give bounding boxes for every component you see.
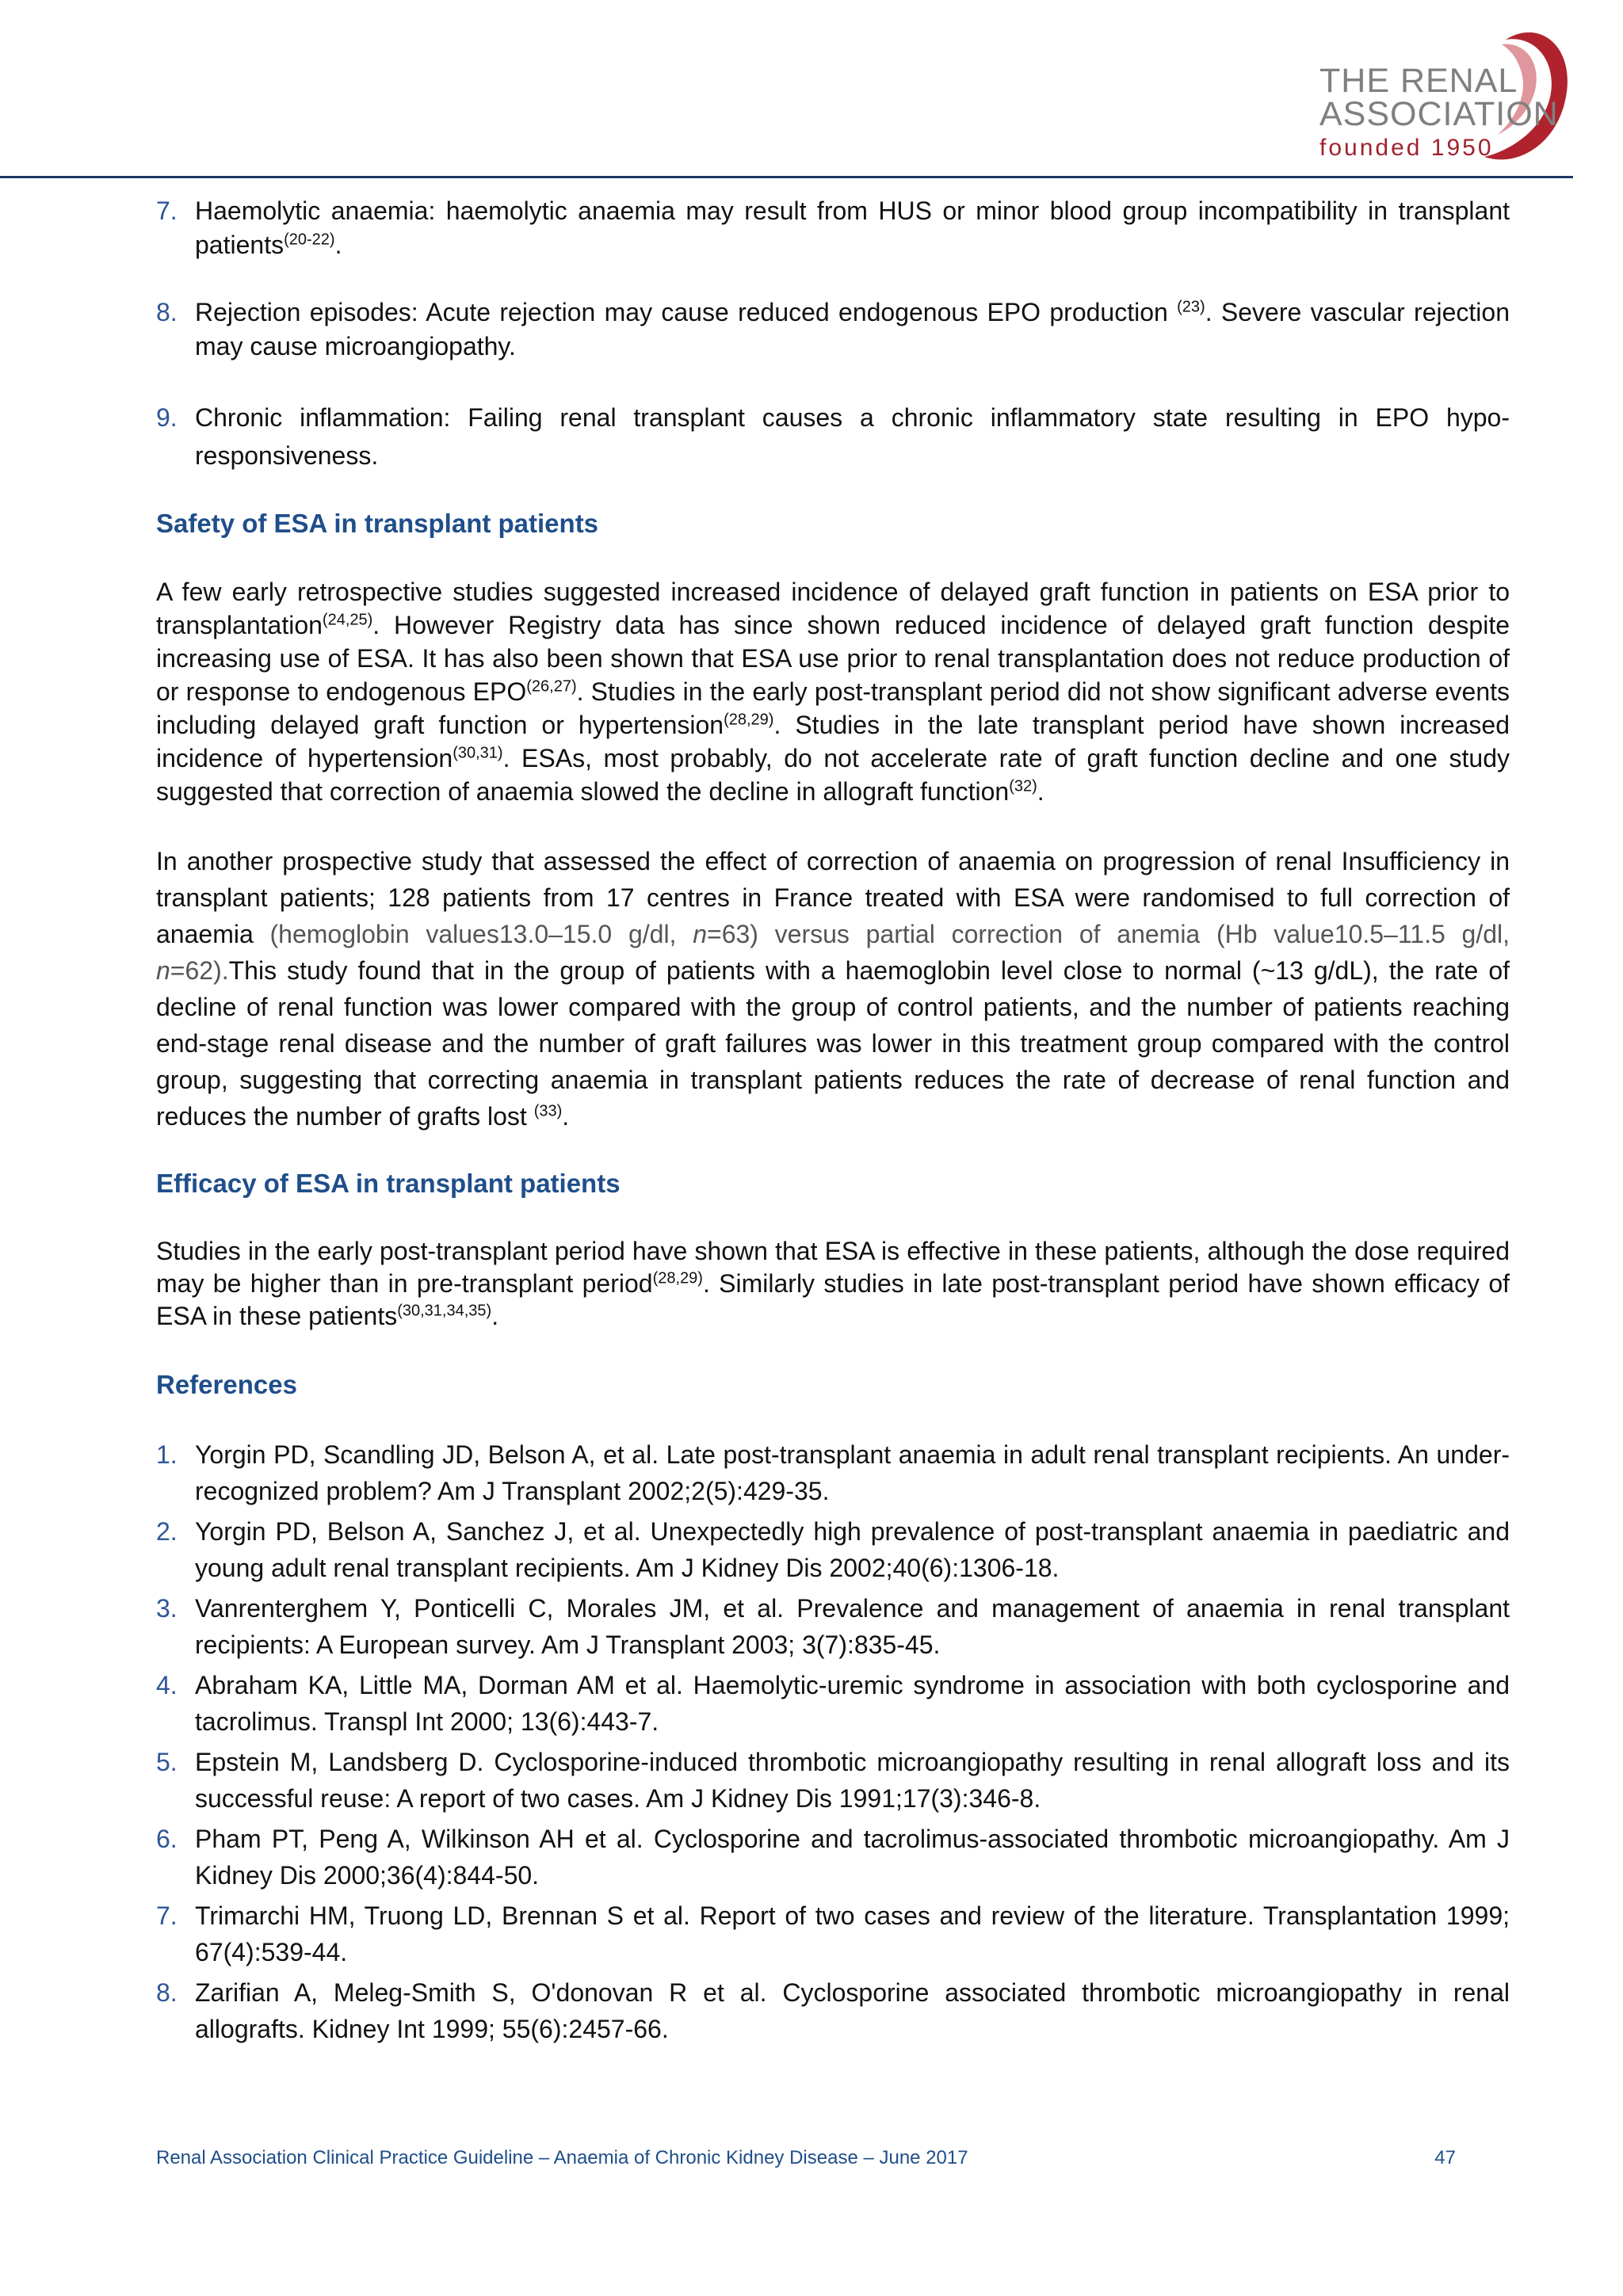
reference-text: Abraham KA, Little MA, Dorman AM et al. Haemolytic-uremic syndrome in association with both cyclosporine and tacrolimus. Transpl Int 2000; 13(6):443-7. bbox=[195, 1671, 1510, 1736]
text: . bbox=[491, 1302, 499, 1330]
renal-association-logo bbox=[1304, 17, 1577, 176]
logo-text-line1: THE RENAL bbox=[1319, 62, 1518, 100]
text: . bbox=[562, 1102, 570, 1131]
list-item bbox=[156, 194, 1510, 262]
reference-number: 1. bbox=[156, 1440, 178, 1469]
reference-number: 5. bbox=[156, 1748, 178, 1776]
list-number: 8. bbox=[156, 298, 178, 326]
header-divider bbox=[0, 176, 1573, 178]
text: . Studies in the early post-transplant period did not show significant adverse events including delayed graft function or hypertension bbox=[156, 677, 1510, 739]
safety-paragraph-2 bbox=[156, 843, 1510, 1135]
page-content bbox=[156, 194, 1510, 2051]
text: =63) versus partial correction of anemia (Hb value10.5–11.5 g/dl, bbox=[707, 920, 1510, 948]
text: (hemoglobin values13.0–15.0 g/dl, bbox=[269, 920, 693, 948]
section-heading-efficacy: Efficacy of ESA in transplant patients bbox=[156, 1169, 621, 1198]
text: A few early retrospective studies suggested increased incidence of delayed graft function in patients on ESA prior to transplantation bbox=[156, 578, 1510, 639]
text: In another prospective study that assessed the effect of correction of anaemia on progression of renal Insufficiency in transplant patients; 128 patients from 17 centres in France treated with ESA were randomised to full correction of anaemia bbox=[156, 847, 1510, 948]
reference-item bbox=[156, 1590, 1510, 1663]
section-heading-safety: Safety of ESA in transplant patients bbox=[156, 509, 599, 538]
reference-item bbox=[156, 1744, 1510, 1817]
list-item-text-after: . Severe vascular rejection may cause microangiopathy. bbox=[195, 298, 1510, 360]
list-item-text: Haemolytic anaemia: haemolytic anaemia may result from HUS or minor blood group incompatibility in transplant patients bbox=[195, 196, 1510, 259]
text: . Studies in the late transplant period have shown increased incidence of hypertension bbox=[156, 711, 1510, 772]
reference-text: Yorgin PD, Scandling JD, Belson A, et al. Late post-transplant anaemia in adult renal transplant recipients. An under-recognized problem? Am J Transplant 2002;2(5):429-35. bbox=[195, 1440, 1510, 1505]
reference-number: 6. bbox=[156, 1825, 178, 1853]
text: . bbox=[1037, 777, 1044, 806]
reference-item bbox=[156, 1821, 1510, 1894]
citation: (23) bbox=[1177, 298, 1205, 316]
section-heading-references: References bbox=[156, 1370, 297, 1399]
text: Studies in the early post-transplant period have shown that ESA is effective in these patients, although the dose required may be higher than in pre-transplant period bbox=[156, 1237, 1510, 1298]
reference-text: Vanrenterghem Y, Ponticelli C, Morales JM, et al. Prevalence and management of anaemia in renal transplant recipients: A European survey. Am J Transplant 2003; 3(7):835-45. bbox=[195, 1594, 1510, 1659]
reference-number: 8. bbox=[156, 1978, 178, 2007]
citation: (26,27) bbox=[526, 677, 577, 696]
list-number: 7. bbox=[156, 196, 178, 225]
logo-text-line2: ASSOCIATION bbox=[1319, 95, 1559, 133]
citation: (30,31) bbox=[453, 744, 503, 762]
reference-text: Pham PT, Peng A, Wilkinson AH et al. Cyclosporine and tacrolimus-associated thrombotic microangiopathy. Am J Kidney Dis 2000;36(4):844-50. bbox=[195, 1825, 1510, 1890]
causes-list bbox=[156, 194, 1510, 475]
reference-number: 3. bbox=[156, 1594, 178, 1623]
citation: (20-22) bbox=[284, 231, 335, 249]
list-item-text-after: . bbox=[334, 231, 342, 259]
text: n bbox=[156, 956, 170, 985]
reference-item bbox=[156, 1513, 1510, 1586]
list-item bbox=[156, 399, 1510, 475]
references-list bbox=[156, 1436, 1510, 2047]
citation: (28,29) bbox=[724, 711, 774, 729]
text: This study found that in the group of patients with a haemoglobin level close to normal (~13 g/dL), the rate of decline of renal function was lower compared with the group of control patients, and the number of patients reaching end-stage renal disease and the number of graft failures was lower in this treatment group compared with the control group, suggesting that correcting anaemia in transplant patients reduces the rate of decrease of renal function and reduces the number of grafts lost bbox=[156, 956, 1510, 1131]
reference-text: Epstein M, Landsberg D. Cyclosporine-induced thrombotic microangiopathy resulting in renal allograft loss and its successful reuse: A report of two cases. Am J Kidney Dis 1991;17(3):346-8. bbox=[195, 1748, 1510, 1813]
reference-item bbox=[156, 1436, 1510, 1509]
text: n bbox=[693, 920, 707, 948]
reference-item bbox=[156, 1667, 1510, 1740]
citation: (30,31,34,35) bbox=[397, 1302, 492, 1320]
reference-number: 4. bbox=[156, 1671, 178, 1699]
reference-number: 2. bbox=[156, 1517, 178, 1546]
safety-paragraph-1 bbox=[156, 575, 1510, 808]
list-item bbox=[156, 296, 1510, 364]
list-number: 9. bbox=[156, 403, 178, 432]
text: . However Registry data has since shown reduced incidence of delayed graft function despite increasing use of ESA. It has also been shown that ESA use prior to renal transplantation does not reduce production of or response to endogenous EPO bbox=[156, 611, 1510, 706]
page-footer bbox=[156, 2147, 1456, 2169]
reference-text: Zarifian A, Meleg-Smith S, O'donovan R et al. Cyclosporine associated thrombotic microangiopathy in renal allografts. Kidney Int 1999; 55(6):2457-66. bbox=[195, 1978, 1510, 2043]
list-item-text: Chronic inflammation: Failing renal transplant causes a chronic inflammatory state resulting in EPO hypo-responsiveness. bbox=[195, 403, 1510, 470]
reference-number: 7. bbox=[156, 1901, 178, 1930]
citation: (24,25) bbox=[322, 611, 373, 629]
text: =62). bbox=[170, 956, 229, 985]
citation: (32) bbox=[1009, 777, 1037, 795]
citation: (33) bbox=[533, 1102, 563, 1120]
reference-item bbox=[156, 1974, 1510, 2047]
text: . Similarly studies in late post-transplant period have shown efficacy of ESA in these patients bbox=[156, 1269, 1510, 1330]
citation: (28,29) bbox=[652, 1269, 703, 1287]
logo-text-line3: founded 1950 bbox=[1319, 135, 1494, 161]
reference-text: Yorgin PD, Belson A, Sanchez J, et al. Unexpectedly high prevalence of post-transplant anaemia in paediatric and young adult renal transplant recipients. Am J Kidney Dis 2002;40(6):1306-18. bbox=[195, 1517, 1510, 1582]
list-item-text: Rejection episodes: Acute rejection may cause reduced endogenous EPO production bbox=[195, 298, 1178, 326]
text: . ESAs, most probably, do not accelerate rate of graft function decline and one study suggested that correction of anaemia slowed the decline in allograft function bbox=[156, 744, 1510, 806]
efficacy-paragraph bbox=[156, 1235, 1510, 1333]
reference-item bbox=[156, 1897, 1510, 1970]
footer-text: Renal Association Clinical Practice Guideline – Anaemia of Chronic Kidney Disease – June 2017 bbox=[156, 2147, 968, 2168]
page-number: 47 bbox=[1434, 2147, 1456, 2168]
reference-text: Trimarchi HM, Truong LD, Brennan S et al. Report of two cases and review of the literature. Transplantation 1999; 67(4):539-44. bbox=[195, 1901, 1510, 1966]
